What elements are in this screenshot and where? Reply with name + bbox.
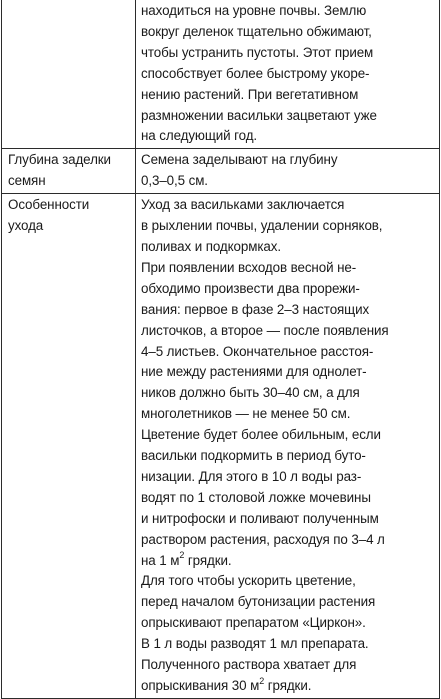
text-line: вания: первое в фазе 2–3 настоящих bbox=[141, 301, 370, 317]
text-line: в рыхлении почвы, удалении сорняков, bbox=[141, 218, 383, 234]
text-line: ников должно быть 30–40 см, а для bbox=[141, 385, 360, 401]
text-line: 0,3–0,5 см. bbox=[141, 173, 208, 189]
text-line: Для того чтобы ускорить цветение, bbox=[141, 573, 356, 589]
text-fragment: грядки. bbox=[184, 552, 232, 568]
text-fragment: опрыскивания 30 м bbox=[141, 678, 260, 693]
text-line: обходимо произвести два прорежи- bbox=[141, 280, 360, 296]
text-line: При появлении всходов весной не- bbox=[141, 259, 357, 275]
text-fragment: на 1 м bbox=[141, 552, 180, 568]
superscript: 2 bbox=[259, 675, 265, 686]
table-row bbox=[2, 194, 440, 699]
text-line: и нитрофоски и поливают полученным bbox=[141, 510, 379, 526]
row-content-care bbox=[136, 194, 440, 699]
row-label-care bbox=[2, 194, 136, 699]
text-line: чтобы устранить пустоты. Этот прием bbox=[141, 44, 374, 60]
label-line: Глубина заделки bbox=[8, 152, 111, 168]
label-line: ухода bbox=[8, 218, 44, 234]
label-line: Особенности bbox=[8, 197, 90, 213]
text-line-with-superscript bbox=[141, 676, 435, 697]
text-line: многолетников — не менее 50 см. bbox=[141, 406, 351, 422]
text-line: Семена заделывают на глубину bbox=[141, 152, 338, 168]
row-label-empty bbox=[2, 0, 136, 149]
row-content-transplant bbox=[136, 0, 440, 149]
table-row bbox=[2, 0, 440, 149]
text-line: на следующий год. bbox=[141, 128, 258, 144]
superscript: 2 bbox=[179, 550, 185, 561]
plant-care-table bbox=[1, 0, 440, 699]
text-line: низации. Для этого в 10 л воды раз- bbox=[141, 468, 362, 484]
text-line: Полученного раствора хватает для bbox=[141, 657, 357, 673]
table-row bbox=[2, 149, 440, 194]
text-line: вокруг деленок тщательно обжимают, bbox=[141, 23, 372, 39]
text-line: находиться на уровне почвы. Землю bbox=[141, 3, 367, 18]
text-line-with-superscript bbox=[141, 551, 435, 572]
text-line: нению растений. При вегетативном bbox=[141, 86, 359, 102]
row-label-seed-depth bbox=[2, 149, 136, 194]
text-line: водят по 1 столовой ложке мочевины bbox=[141, 489, 371, 505]
row-content-seed-depth bbox=[136, 149, 440, 194]
text-line: 4–5 листьев. Окончательное расстоя- bbox=[141, 343, 374, 359]
text-line: Уход за васильками заключается bbox=[141, 197, 345, 213]
text-line: перед началом бутонизации растения bbox=[141, 594, 376, 610]
text-line: Цветение будет более обильным, если bbox=[141, 427, 381, 443]
text-line: размножении васильки зацветают уже bbox=[141, 107, 377, 123]
label-line: семян bbox=[8, 173, 46, 189]
text-line: васильки подкормить в период буто- bbox=[141, 448, 366, 464]
text-fragment: грядки. bbox=[264, 678, 312, 693]
text-line: В 1 л воды разводят 1 мл препарата. bbox=[141, 636, 369, 652]
text-line: опрыскивают препаратом «Циркон». bbox=[141, 615, 366, 631]
text-line: листочков, а второе — после появления bbox=[141, 322, 389, 338]
text-line: поливах и подкормках. bbox=[141, 238, 281, 254]
text-line: ние между растениями для однолет- bbox=[141, 364, 367, 380]
text-line: способствует более быстрому укоре- bbox=[141, 65, 370, 81]
text-line: раствором растения, расходуя по 3–4 л bbox=[141, 531, 385, 547]
